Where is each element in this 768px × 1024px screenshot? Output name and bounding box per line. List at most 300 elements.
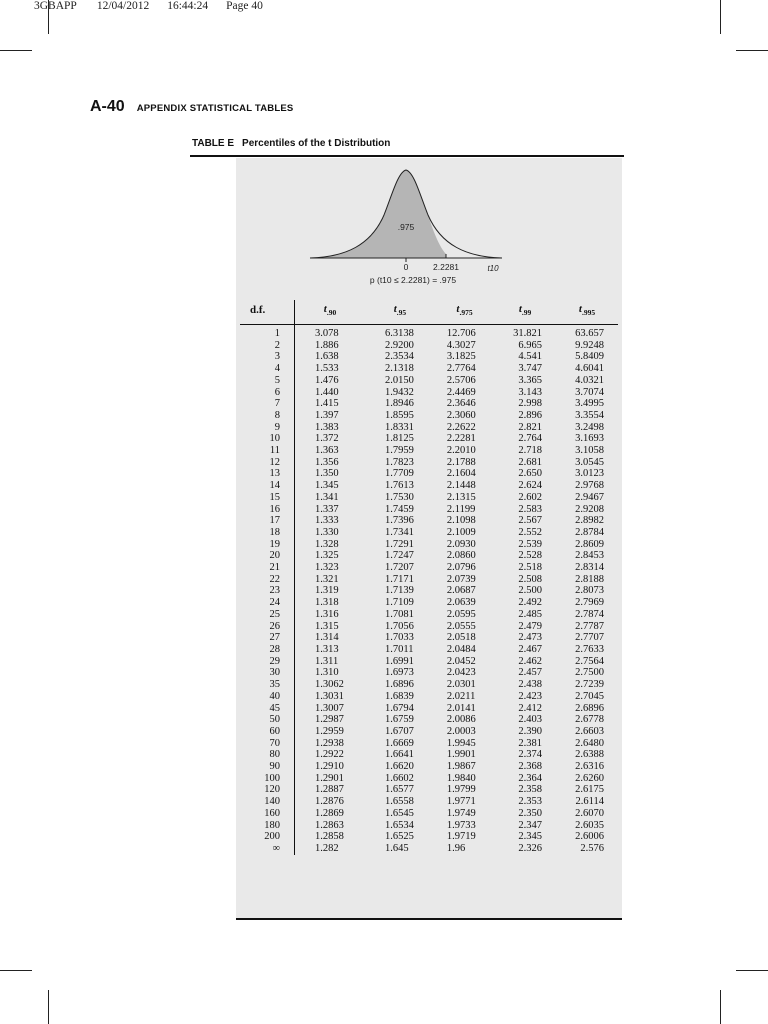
value-cell: 2.567 bbox=[518, 515, 543, 527]
table-row bbox=[240, 585, 618, 597]
value-cell: 2.358 bbox=[518, 784, 543, 796]
value-cell: 2.0141 bbox=[446, 702, 476, 714]
value-cell: 1.6558 bbox=[385, 796, 414, 808]
value-cell: 1.6525 bbox=[385, 831, 414, 843]
value-cell: 1.2910 bbox=[315, 761, 344, 773]
value-cell: 4.3027 bbox=[446, 339, 476, 351]
value-cell: 2.1604 bbox=[446, 468, 476, 480]
value-cell: 2.500 bbox=[518, 585, 543, 597]
value-cell: 3.143 bbox=[518, 386, 543, 398]
bottom-rule bbox=[236, 918, 622, 920]
value-cell: 2.0739 bbox=[446, 573, 476, 585]
df-cell: 1 bbox=[240, 325, 295, 340]
df-cell: 16 bbox=[240, 504, 295, 516]
df-cell: 4 bbox=[240, 363, 295, 375]
value-cell: 2.364 bbox=[518, 772, 543, 784]
tick-value-label: 2.2281 bbox=[433, 262, 459, 272]
df-cell: 50 bbox=[240, 714, 295, 726]
value-cell: 2.1098 bbox=[446, 515, 476, 527]
value-cell: 2.583 bbox=[518, 503, 543, 515]
df-cell: 160 bbox=[240, 808, 295, 820]
value-cell: 3.7074 bbox=[575, 386, 604, 398]
value-cell: 2.457 bbox=[518, 667, 543, 679]
value-cell: 1.7247 bbox=[385, 550, 414, 562]
table-row bbox=[240, 761, 618, 773]
crop-mark bbox=[0, 50, 32, 51]
table-row bbox=[240, 515, 618, 527]
value-cell: 1.7613 bbox=[385, 480, 414, 492]
df-cell: 2 bbox=[240, 340, 295, 352]
table-row bbox=[240, 445, 618, 457]
table-row bbox=[240, 562, 618, 574]
df-cell: 15 bbox=[240, 492, 295, 504]
value-cell: 1.415 bbox=[315, 398, 339, 410]
value-cell: 1.440 bbox=[315, 386, 339, 398]
col-header: $t_{.99}$ bbox=[494, 300, 556, 325]
value-cell: 2.8453 bbox=[575, 550, 604, 562]
value-cell: 2.492 bbox=[518, 597, 543, 609]
value-cell: 1.8595 bbox=[385, 409, 414, 421]
value-cell: 2.390 bbox=[518, 725, 543, 737]
df-cell: 14 bbox=[240, 480, 295, 492]
value-cell: 2.0555 bbox=[446, 620, 476, 632]
table-row bbox=[240, 574, 618, 586]
crop-mark bbox=[736, 970, 768, 971]
crop-mark bbox=[720, 0, 721, 34]
value-cell: 1.7459 bbox=[385, 503, 414, 515]
table-row bbox=[240, 457, 618, 469]
value-cell: 1.7709 bbox=[385, 468, 414, 480]
value-cell: 3.747 bbox=[518, 363, 543, 375]
value-cell: 2.1199 bbox=[446, 503, 476, 515]
value-cell: 2.681 bbox=[518, 456, 543, 468]
df-cell: 8 bbox=[240, 410, 295, 422]
value-cell: 2.350 bbox=[518, 807, 543, 819]
table-row bbox=[240, 492, 618, 504]
table-row bbox=[240, 504, 618, 516]
percentile-table bbox=[240, 300, 618, 855]
col-header: $t_{.975}$ bbox=[435, 300, 494, 325]
value-cell: 1.6620 bbox=[385, 761, 414, 773]
df-cell: 9 bbox=[240, 422, 295, 434]
value-cell: 1.3007 bbox=[315, 702, 344, 714]
value-cell: 1.2869 bbox=[315, 807, 344, 819]
df-cell: 13 bbox=[240, 468, 295, 480]
slug-page: Page 40 bbox=[226, 0, 263, 12]
value-cell: 1.2901 bbox=[315, 772, 344, 784]
df-cell: 24 bbox=[240, 597, 295, 609]
value-cell: 2.8784 bbox=[575, 526, 604, 538]
table-row bbox=[240, 726, 618, 738]
table-title-text: Percentiles of the t Distribution bbox=[242, 138, 391, 149]
value-cell: 2.576 bbox=[580, 842, 604, 854]
value-cell: 1.341 bbox=[315, 491, 339, 503]
value-cell: 2.0484 bbox=[446, 643, 476, 655]
value-cell: 1.337 bbox=[315, 503, 339, 515]
value-cell: 2.6388 bbox=[575, 749, 604, 761]
value-cell: 2.896 bbox=[518, 409, 543, 421]
value-cell: 2.7787 bbox=[575, 620, 604, 632]
value-cell: 1.645 bbox=[385, 842, 409, 854]
value-cell: 3.1058 bbox=[575, 445, 604, 457]
value-cell: 4.541 bbox=[518, 351, 543, 363]
df-cell: 29 bbox=[240, 656, 295, 668]
value-cell: 1.476 bbox=[315, 374, 339, 386]
value-cell: 1.350 bbox=[315, 468, 339, 480]
value-cell: 2.374 bbox=[518, 749, 543, 761]
value-cell: 1.6577 bbox=[385, 784, 414, 796]
value-cell: 2.0150 bbox=[385, 374, 414, 386]
value-cell: 1.8331 bbox=[385, 421, 414, 433]
df-cell: 60 bbox=[240, 726, 295, 738]
value-cell: 1.6669 bbox=[385, 737, 414, 749]
table-body bbox=[240, 325, 618, 855]
value-cell: 2.8609 bbox=[575, 538, 604, 550]
value-cell: 1.6534 bbox=[385, 819, 414, 831]
table-row bbox=[240, 325, 618, 340]
table-row bbox=[240, 632, 618, 644]
value-cell: 2.0595 bbox=[446, 608, 476, 620]
table-row bbox=[240, 422, 618, 434]
value-cell: 1.9733 bbox=[446, 819, 476, 831]
df-cell: 140 bbox=[240, 796, 295, 808]
value-cell: 1.333 bbox=[315, 515, 339, 527]
value-cell: 2.7707 bbox=[575, 632, 604, 644]
df-cell: 40 bbox=[240, 691, 295, 703]
value-cell: 2.7633 bbox=[575, 643, 604, 655]
value-cell: 2.6316 bbox=[575, 761, 604, 773]
value-cell: 2.8982 bbox=[575, 515, 604, 527]
table-row bbox=[240, 433, 618, 445]
value-cell: 2.0518 bbox=[446, 632, 476, 644]
df-cell: 20 bbox=[240, 550, 295, 562]
value-cell: 1.325 bbox=[315, 550, 339, 562]
value-cell: 1.7056 bbox=[385, 620, 414, 632]
value-cell: 2.6778 bbox=[575, 714, 604, 726]
value-cell: 2.0086 bbox=[446, 714, 476, 726]
table-row bbox=[240, 784, 618, 796]
df-cell: 3 bbox=[240, 351, 295, 363]
value-cell: 1.7171 bbox=[385, 573, 414, 585]
table-row bbox=[240, 480, 618, 492]
value-cell: 2.650 bbox=[518, 468, 543, 480]
value-cell: 2.368 bbox=[518, 761, 543, 773]
value-cell: 2.381 bbox=[518, 737, 543, 749]
df-cell: ∞ bbox=[240, 843, 295, 855]
value-cell: 2.8188 bbox=[575, 573, 604, 585]
value-cell: 2.821 bbox=[518, 421, 543, 433]
df-cell: 7 bbox=[240, 398, 295, 410]
table-header-row bbox=[240, 300, 618, 325]
value-cell: 2.6114 bbox=[575, 796, 604, 808]
value-cell: 2.528 bbox=[518, 550, 543, 562]
value-cell: 2.6480 bbox=[575, 737, 604, 749]
value-cell: 1.8946 bbox=[385, 398, 414, 410]
value-cell: 2.0211 bbox=[446, 690, 476, 702]
table-row bbox=[240, 468, 618, 480]
value-cell: 1.314 bbox=[315, 632, 339, 644]
value-cell: 1.2959 bbox=[315, 725, 344, 737]
value-cell: 1.345 bbox=[315, 480, 339, 492]
slug-file: 3GBAPP bbox=[34, 0, 77, 12]
value-cell: 1.7081 bbox=[385, 608, 414, 620]
table-row bbox=[240, 808, 618, 820]
value-cell: 2.1009 bbox=[446, 526, 476, 538]
value-cell: 2.998 bbox=[518, 398, 543, 410]
value-cell: 1.321 bbox=[315, 573, 339, 585]
value-cell: 2.6035 bbox=[575, 819, 604, 831]
value-cell: 1.363 bbox=[315, 445, 339, 457]
value-cell: 2.0687 bbox=[446, 585, 476, 597]
value-cell: 2.602 bbox=[518, 491, 543, 503]
value-cell: 1.9901 bbox=[446, 749, 476, 761]
value-cell: 1.319 bbox=[315, 585, 339, 597]
value-cell: 2.345 bbox=[518, 831, 543, 843]
value-cell: 1.9749 bbox=[446, 807, 476, 819]
df-cell: 6 bbox=[240, 387, 295, 399]
value-cell: 1.6545 bbox=[385, 807, 414, 819]
col-header: $t_{.95}$ bbox=[365, 300, 435, 325]
value-cell: 2.7045 bbox=[575, 690, 604, 702]
crop-mark bbox=[736, 50, 768, 51]
table-row bbox=[240, 410, 618, 422]
df-cell: 26 bbox=[240, 621, 295, 633]
value-cell: 2.7764 bbox=[446, 363, 476, 375]
value-cell: 2.2622 bbox=[446, 421, 476, 433]
crop-mark bbox=[48, 990, 49, 1024]
slug-date: 12/04/2012 bbox=[96, 0, 150, 12]
value-cell: 1.2938 bbox=[315, 737, 344, 749]
value-cell: 1.9867 bbox=[446, 761, 476, 773]
value-cell: 9.9248 bbox=[575, 339, 604, 351]
df-cell: 10 bbox=[240, 433, 295, 445]
value-cell: 2.326 bbox=[518, 842, 543, 854]
col-header: $t_{.90}$ bbox=[295, 300, 366, 325]
value-cell: 1.886 bbox=[315, 339, 339, 351]
value-cell: 4.6041 bbox=[575, 363, 604, 375]
table-row bbox=[240, 738, 618, 750]
df-cell: 30 bbox=[240, 667, 295, 679]
value-cell: 2.7969 bbox=[575, 597, 604, 609]
df-cell: 5 bbox=[240, 375, 295, 387]
value-cell: 2.438 bbox=[518, 679, 543, 691]
table-row bbox=[240, 550, 618, 562]
value-cell: 2.5706 bbox=[446, 374, 476, 386]
table-row bbox=[240, 820, 618, 832]
area-label: .975 bbox=[397, 222, 415, 232]
value-cell: 1.6839 bbox=[385, 690, 414, 702]
table-row bbox=[240, 749, 618, 761]
print-slug bbox=[34, 0, 281, 12]
value-cell: 1.282 bbox=[315, 842, 339, 854]
value-cell: 2.0639 bbox=[446, 597, 476, 609]
value-cell: 1.3031 bbox=[315, 690, 344, 702]
table-row bbox=[240, 387, 618, 399]
value-cell: 1.9840 bbox=[446, 772, 476, 784]
value-cell: 2.6006 bbox=[575, 831, 604, 843]
value-cell: 2.6896 bbox=[575, 702, 604, 714]
table-row bbox=[240, 621, 618, 633]
table-title bbox=[192, 138, 390, 149]
table-row bbox=[240, 351, 618, 363]
value-cell: 1.96 bbox=[446, 842, 466, 854]
table-row bbox=[240, 691, 618, 703]
value-cell: 1.6641 bbox=[385, 749, 414, 761]
value-cell: 2.3646 bbox=[446, 398, 476, 410]
value-cell: 2.0003 bbox=[446, 725, 476, 737]
value-cell: 2.353 bbox=[518, 796, 543, 808]
value-cell: 1.328 bbox=[315, 538, 339, 550]
value-cell: 2.1788 bbox=[446, 456, 476, 468]
df-cell: 45 bbox=[240, 703, 295, 715]
table-row bbox=[240, 679, 618, 691]
df-cell: 19 bbox=[240, 539, 295, 551]
value-cell: 2.539 bbox=[518, 538, 543, 550]
value-cell: 1.7109 bbox=[385, 597, 414, 609]
value-cell: 2.0301 bbox=[446, 679, 476, 691]
table-row bbox=[240, 375, 618, 387]
table-row bbox=[240, 363, 618, 375]
value-cell: 1.310 bbox=[315, 667, 339, 679]
df-cell: 12 bbox=[240, 457, 295, 469]
value-cell: 1.397 bbox=[315, 409, 339, 421]
value-cell: 2.9768 bbox=[575, 480, 604, 492]
value-cell: 2.403 bbox=[518, 714, 543, 726]
tick-zero-label: 0 bbox=[403, 262, 409, 272]
top-rule bbox=[190, 155, 624, 157]
value-cell: 3.0123 bbox=[575, 468, 604, 480]
value-cell: 2.6070 bbox=[575, 807, 604, 819]
page-header bbox=[90, 98, 293, 116]
value-cell: 1.2863 bbox=[315, 819, 344, 831]
value-cell: 1.2922 bbox=[315, 749, 344, 761]
value-cell: 3.2498 bbox=[575, 421, 604, 433]
value-cell: 2.479 bbox=[518, 620, 543, 632]
value-cell: 2.764 bbox=[518, 433, 543, 445]
value-cell: 1.372 bbox=[315, 433, 339, 445]
value-cell: 1.6991 bbox=[385, 655, 414, 667]
section-title: APPENDIX STATISTICAL TABLES bbox=[136, 103, 294, 114]
df-cell: 11 bbox=[240, 445, 295, 457]
table-row bbox=[240, 714, 618, 726]
value-cell: 1.356 bbox=[315, 456, 339, 468]
value-cell: 2.6260 bbox=[575, 772, 604, 784]
df-cell: 200 bbox=[240, 831, 295, 843]
value-cell: 1.383 bbox=[315, 421, 339, 433]
value-cell: 1.7823 bbox=[385, 456, 414, 468]
value-cell: 3.1825 bbox=[446, 351, 476, 363]
df-header: d.f. bbox=[240, 300, 295, 325]
value-cell: 2.8073 bbox=[575, 585, 604, 597]
table-row bbox=[240, 796, 618, 808]
t-distribution-figure bbox=[236, 160, 622, 275]
value-cell: 1.6794 bbox=[385, 702, 414, 714]
df-cell: 35 bbox=[240, 679, 295, 691]
value-cell: 1.9945 bbox=[446, 737, 476, 749]
table-row bbox=[240, 773, 618, 785]
table-label: TABLE E bbox=[192, 138, 235, 149]
df-cell: 21 bbox=[240, 562, 295, 574]
value-cell: 1.3062 bbox=[315, 679, 344, 691]
value-cell: 1.9771 bbox=[446, 796, 476, 808]
value-cell: 2.6603 bbox=[575, 725, 604, 737]
value-cell: 2.1318 bbox=[385, 363, 414, 375]
df-cell: 100 bbox=[240, 773, 295, 785]
table-row bbox=[240, 644, 618, 656]
value-cell: 2.6175 bbox=[575, 784, 604, 796]
value-cell: 2.2010 bbox=[446, 445, 476, 457]
page-number: A-40 bbox=[90, 98, 125, 115]
shaded-area bbox=[310, 170, 446, 258]
value-cell: 2.473 bbox=[518, 632, 543, 644]
value-cell: 1.323 bbox=[315, 562, 339, 574]
value-cell: 1.6602 bbox=[385, 772, 414, 784]
df-cell: 80 bbox=[240, 749, 295, 761]
value-cell: 2.0452 bbox=[446, 655, 476, 667]
table-row bbox=[240, 597, 618, 609]
table-row bbox=[240, 843, 618, 855]
value-cell: 6.965 bbox=[518, 339, 543, 351]
value-cell: 2.7500 bbox=[575, 667, 604, 679]
table-row bbox=[240, 340, 618, 352]
value-cell: 1.7959 bbox=[385, 445, 414, 457]
value-cell: 1.318 bbox=[315, 597, 339, 609]
axis-label: t10 bbox=[487, 264, 499, 273]
value-cell: 2.462 bbox=[518, 655, 543, 667]
value-cell: 1.316 bbox=[315, 608, 339, 620]
value-cell: 2.0930 bbox=[446, 538, 476, 550]
value-cell: 6.3138 bbox=[385, 328, 414, 339]
value-cell: 3.1693 bbox=[575, 433, 604, 445]
df-cell: 180 bbox=[240, 820, 295, 832]
value-cell: 1.9799 bbox=[446, 784, 476, 796]
slug-time: 16:44:24 bbox=[167, 0, 209, 12]
value-cell: 2.7239 bbox=[575, 679, 604, 691]
value-cell: 2.9208 bbox=[575, 503, 604, 515]
value-cell: 2.7874 bbox=[575, 608, 604, 620]
value-cell: 2.423 bbox=[518, 690, 543, 702]
value-cell: 2.467 bbox=[518, 643, 543, 655]
value-cell: 1.8125 bbox=[385, 433, 414, 445]
value-cell: 1.7139 bbox=[385, 585, 414, 597]
crop-mark bbox=[0, 970, 32, 971]
table-row bbox=[240, 656, 618, 668]
value-cell: 2.0423 bbox=[446, 667, 476, 679]
value-cell: 2.485 bbox=[518, 608, 543, 620]
value-cell: 2.718 bbox=[518, 445, 543, 457]
value-cell: 1.7011 bbox=[385, 643, 414, 655]
value-cell: 2.624 bbox=[518, 480, 543, 492]
value-cell: 1.2876 bbox=[315, 796, 344, 808]
value-cell: 2.552 bbox=[518, 526, 543, 538]
df-cell: 27 bbox=[240, 632, 295, 644]
value-cell: 3.3554 bbox=[575, 409, 604, 421]
value-cell: 1.315 bbox=[315, 620, 339, 632]
value-cell: 1.7341 bbox=[385, 526, 414, 538]
value-cell: 4.0321 bbox=[575, 374, 604, 386]
value-cell: 1.7530 bbox=[385, 491, 414, 503]
df-cell: 120 bbox=[240, 784, 295, 796]
df-cell: 90 bbox=[240, 761, 295, 773]
col-header: $t_{.995}$ bbox=[556, 300, 618, 325]
value-cell: 2.0796 bbox=[446, 562, 476, 574]
df-cell: 22 bbox=[240, 574, 295, 586]
table-row bbox=[240, 667, 618, 679]
table-row bbox=[240, 609, 618, 621]
df-cell: 23 bbox=[240, 585, 295, 597]
value-cell: 2.9467 bbox=[575, 491, 604, 503]
value-cell: 2.8314 bbox=[575, 562, 604, 574]
